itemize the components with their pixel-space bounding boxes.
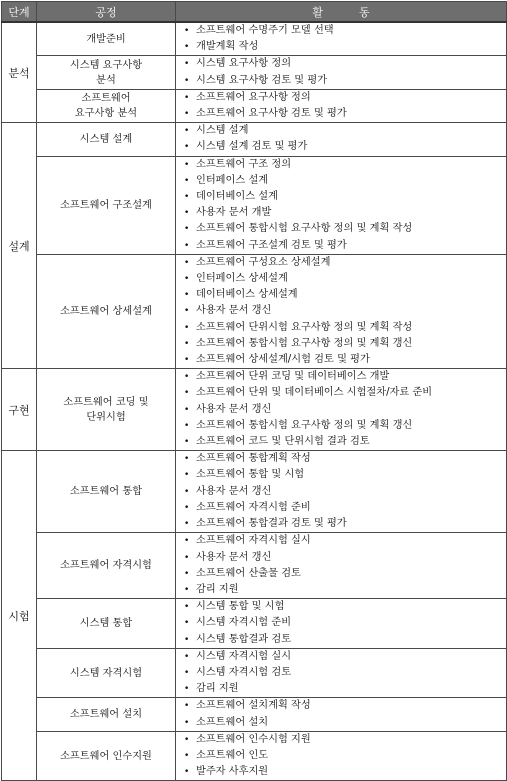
process-cell — [37, 123, 176, 156]
activity-item — [184, 221, 506, 237]
table-row — [2, 698, 507, 731]
activity-text: 소프트웨어 통합 및 시험 — [196, 469, 305, 481]
bullet-icon: • — [184, 322, 190, 333]
activity-list — [176, 56, 506, 88]
process-cell — [37, 698, 176, 731]
activity-text: 소프트웨어 요구사항 정의 — [196, 91, 311, 103]
activity-item — [184, 369, 506, 385]
process-cell — [37, 533, 176, 599]
activity-item — [184, 205, 506, 221]
activity-text: 소프트웨어 수명주기 모델 선택 — [196, 25, 334, 36]
activity-text: 사용자 문서 갱신 — [196, 551, 272, 563]
activity-item — [184, 157, 506, 173]
header-process: 공정 — [37, 2, 176, 23]
bullet-icon: • — [184, 602, 190, 613]
activity-text: 시스템 통합 및 시험 — [196, 601, 285, 613]
activity-cell — [176, 123, 507, 156]
activity-item — [184, 336, 506, 352]
table-row — [2, 599, 507, 649]
activity-text: 소프트웨어 인수시험 지원 — [196, 733, 311, 745]
activity-item — [184, 287, 506, 303]
bullet-icon: • — [184, 240, 190, 251]
bullet-icon: • — [184, 536, 190, 547]
activity-item — [184, 550, 506, 566]
activity-list — [176, 90, 506, 122]
activity-cell — [176, 698, 507, 731]
bullet-icon: • — [184, 159, 190, 170]
process-name-line: 시스템 설계 — [79, 133, 133, 145]
bullet-icon: • — [184, 306, 190, 317]
bullet-icon: • — [184, 208, 190, 219]
activity-text: 데이터베이스 설계 — [196, 191, 278, 203]
activity-item — [184, 484, 506, 500]
activity-text: 소프트웨어 코드 및 단위시험 결과 검토 — [196, 436, 370, 448]
table-row — [2, 254, 507, 368]
bullet-icon: • — [184, 420, 190, 431]
bullet-icon: • — [184, 126, 190, 137]
process-name-line: 요구사항 분석 — [74, 108, 138, 120]
activity-text: 시스템 설계 — [196, 125, 249, 137]
bullet-icon: • — [184, 224, 190, 235]
activity-item — [184, 665, 506, 681]
bullet-icon: • — [184, 519, 190, 530]
process-name-line: 소프트웨어 구조설계 — [60, 199, 152, 211]
bullet-icon: • — [184, 584, 190, 595]
activity-item — [184, 533, 506, 549]
activity-text: 시스템 통합결과 검토 — [196, 633, 292, 645]
activity-list — [176, 732, 506, 781]
activity-list — [176, 157, 506, 254]
process-name-line: 시스템 자격시험 — [69, 667, 143, 679]
process-name-line: 소프트웨어 — [81, 93, 131, 105]
activity-cell — [176, 156, 507, 254]
bullet-icon: • — [184, 92, 190, 103]
table-row — [2, 123, 507, 156]
activity-item — [184, 56, 506, 72]
bullet-icon: • — [184, 290, 190, 301]
activity-text: 소프트웨어 구성요소 상세설계 — [196, 256, 331, 268]
bullet-icon: • — [184, 26, 190, 36]
activity-list — [176, 255, 506, 368]
table-row — [2, 731, 507, 781]
activity-item — [184, 649, 506, 665]
bullet-icon: • — [184, 142, 190, 153]
activity-text: 개발계획 작성 — [196, 41, 259, 53]
activity-text: 소프트웨어 자격시험 준비 — [196, 501, 311, 513]
bullet-icon: • — [184, 767, 190, 778]
process-cell — [37, 451, 176, 533]
bullet-icon: • — [184, 388, 190, 399]
activity-cell — [176, 369, 507, 451]
process-cell — [37, 254, 176, 368]
bullet-icon: • — [184, 355, 190, 366]
activity-list — [176, 123, 506, 155]
stage-cell: 설계 — [2, 123, 37, 369]
process-name-line: 분석 — [96, 74, 116, 86]
bullet-icon: • — [184, 175, 190, 186]
activity-item — [184, 106, 506, 122]
activity-item — [184, 271, 506, 287]
activity-text: 인터페이스 상세설계 — [196, 273, 288, 285]
process-cell — [37, 731, 176, 781]
activity-item — [184, 599, 506, 615]
table-header-row — [2, 2, 507, 23]
bullet-icon: • — [184, 734, 190, 745]
activity-cell — [176, 22, 507, 56]
activity-item — [184, 385, 506, 401]
process-cell — [37, 648, 176, 698]
header-activity — [176, 2, 507, 23]
bullet-icon: • — [184, 470, 190, 481]
activity-text: 데이터베이스 상세설계 — [196, 289, 298, 301]
stage-cell: 구현 — [2, 369, 37, 451]
activity-list — [176, 451, 506, 532]
activity-text: 소프트웨어 인도 — [196, 749, 269, 761]
activity-text: 소프트웨어 단위 코딩 및 데이터베이스 개발 — [196, 371, 390, 383]
activity-list — [176, 23, 506, 55]
process-name-line: 소프트웨어 통합 — [69, 486, 143, 498]
bullet-icon: • — [184, 701, 190, 712]
bullet-icon: • — [184, 59, 190, 70]
header-stage: 단계 — [2, 2, 37, 23]
activity-item — [184, 303, 506, 319]
activity-text: 소프트웨어 통합결과 검토 및 평가 — [196, 518, 347, 530]
activity-item — [184, 139, 506, 155]
activity-cell — [176, 648, 507, 698]
bullet-icon: • — [184, 338, 190, 349]
process-name-line: 단위시험 — [86, 411, 126, 423]
process-cell — [37, 89, 176, 122]
activity-text: 시스템 자격시험 준비 — [196, 617, 292, 629]
table-row — [2, 56, 507, 89]
stage-cell: 분석 — [2, 22, 37, 123]
activity-item — [184, 352, 506, 368]
activity-item — [184, 434, 506, 450]
activity-text: 시스템 요구사항 검토 및 평가 — [196, 74, 328, 86]
activity-text: 감리 지원 — [196, 583, 239, 595]
activity-item — [184, 615, 506, 631]
activity-item — [184, 39, 506, 55]
process-cell — [37, 599, 176, 649]
activity-item — [184, 632, 506, 648]
activity-text: 소프트웨어 산출물 검토 — [196, 567, 301, 579]
table-body — [2, 22, 507, 781]
activity-text: 소프트웨어 단위시험 요구사항 정의 및 계획 작성 — [196, 321, 413, 333]
activity-cell — [176, 254, 507, 368]
bullet-icon: • — [184, 454, 190, 465]
bullet-icon: • — [184, 667, 190, 678]
process-name-line: 소프트웨어 자격시험 — [60, 560, 152, 572]
process-name-line: 소프트웨어 인수지원 — [60, 750, 152, 762]
bullet-icon: • — [184, 372, 190, 383]
bullet-icon: • — [184, 717, 190, 728]
process-name-line: 소프트웨어 상세설계 — [60, 306, 152, 318]
activity-text: 소프트웨어 통합시험 요구사항 정의 및 계획 작성 — [196, 223, 413, 235]
activity-text: 사용자 문서 갱신 — [196, 403, 272, 415]
activity-text: 소프트웨어 상세설계/시험 검토 및 평가 — [196, 354, 370, 366]
activity-text: 소프트웨어 단위 및 데이터베이스 시험절차/자료 준비 — [196, 387, 433, 399]
activity-item — [184, 418, 506, 434]
activity-text: 사용자 문서 갱신 — [196, 305, 272, 317]
activity-item — [184, 73, 506, 89]
bullet-icon: • — [184, 437, 190, 448]
process-name-line: 소프트웨어 코딩 및 — [63, 396, 149, 408]
bullet-icon: • — [184, 486, 190, 497]
activity-text: 소프트웨어 통합시험 요구사항 정의 및 계획 갱신 — [196, 337, 413, 349]
stage-cell: 시험 — [2, 451, 37, 781]
process-cell — [37, 22, 176, 56]
bullet-icon: • — [184, 634, 190, 645]
activity-list — [176, 369, 506, 450]
activity-cell — [176, 599, 507, 649]
activity-item — [184, 516, 506, 532]
activity-text: 소프트웨어 설치 — [196, 716, 269, 728]
activity-item — [184, 467, 506, 483]
activity-text: 시스템 자격시험 검토 — [196, 666, 292, 678]
process-name-line: 시스템 요구사항 — [69, 59, 143, 71]
table-row — [2, 369, 507, 451]
activity-item — [184, 173, 506, 189]
activity-item — [184, 582, 506, 598]
bullet-icon: • — [184, 568, 190, 579]
process-table — [1, 1, 507, 781]
header-activity-label: 활동 — [312, 5, 406, 19]
activity-item — [184, 451, 506, 467]
table-row — [2, 22, 507, 56]
table-row — [2, 533, 507, 599]
activity-item — [184, 764, 506, 780]
bullet-icon: • — [184, 75, 190, 86]
activity-text: 발주자 사후지원 — [196, 766, 269, 778]
activity-item — [184, 320, 506, 336]
table-row — [2, 648, 507, 698]
activity-text: 인터페이스 설계 — [196, 174, 269, 186]
activity-text: 사용자 문서 개발 — [196, 207, 272, 219]
bullet-icon: • — [184, 502, 190, 513]
activity-text: 소프트웨어 통합계획 작성 — [196, 453, 311, 465]
process-cell — [37, 156, 176, 254]
process-name-line: 시스템 통합 — [79, 617, 133, 629]
activity-text: 시스템 요구사항 정의 — [196, 58, 292, 70]
activity-item — [184, 238, 506, 254]
activity-text: 감리 지원 — [196, 683, 239, 695]
activity-list — [176, 599, 506, 648]
activity-item — [184, 90, 506, 106]
activity-text: 시스템 자격시험 실시 — [196, 650, 292, 662]
bullet-icon: • — [184, 42, 190, 53]
process-name-line: 개발준비 — [86, 33, 126, 45]
bullet-icon: • — [184, 750, 190, 761]
bullet-icon: • — [184, 274, 190, 285]
table-row — [2, 156, 507, 254]
activity-item — [184, 123, 506, 139]
process-name-line: 소프트웨어 설치 — [69, 709, 143, 721]
activity-item — [184, 715, 506, 731]
activity-item — [184, 255, 506, 271]
activity-text: 소프트웨어 요구사항 검토 및 평가 — [196, 108, 347, 120]
activity-item — [184, 402, 506, 418]
activity-item — [184, 748, 506, 764]
bullet-icon: • — [184, 618, 190, 629]
activity-cell — [176, 56, 507, 89]
bullet-icon: • — [184, 651, 190, 662]
activity-list — [176, 698, 506, 730]
process-cell — [37, 369, 176, 451]
bullet-icon: • — [184, 109, 190, 120]
activity-list — [176, 533, 506, 598]
table-row — [2, 89, 507, 122]
bullet-icon: • — [184, 552, 190, 563]
activity-item — [184, 566, 506, 582]
bullet-icon: • — [184, 192, 190, 203]
activity-item — [184, 681, 506, 697]
activity-text: 소프트웨어 통합시험 요구사항 정의 및 계획 갱신 — [196, 419, 413, 431]
activity-text: 소프트웨어 구조 정의 — [196, 158, 292, 170]
bullet-icon: • — [184, 404, 190, 415]
activity-cell — [176, 533, 507, 599]
activity-text: 시스템 설계 검토 및 평가 — [196, 141, 308, 153]
process-cell — [37, 56, 176, 89]
bullet-icon: • — [184, 684, 190, 695]
activity-item — [184, 189, 506, 205]
bullet-icon: • — [184, 257, 190, 268]
activity-text: 소프트웨어 자격시험 실시 — [196, 535, 311, 547]
activity-item — [184, 698, 506, 714]
activity-text: 소프트웨어 구조설계 검토 및 평가 — [196, 239, 347, 251]
activity-text: 사용자 문서 갱신 — [196, 485, 272, 497]
activity-cell — [176, 731, 507, 781]
activity-list — [176, 649, 506, 698]
activity-item — [184, 500, 506, 516]
table-row — [2, 451, 507, 533]
activity-item — [184, 23, 506, 39]
activity-cell — [176, 451, 507, 533]
activity-text: 소프트웨어 설치계획 작성 — [196, 700, 311, 712]
activity-cell — [176, 89, 507, 122]
